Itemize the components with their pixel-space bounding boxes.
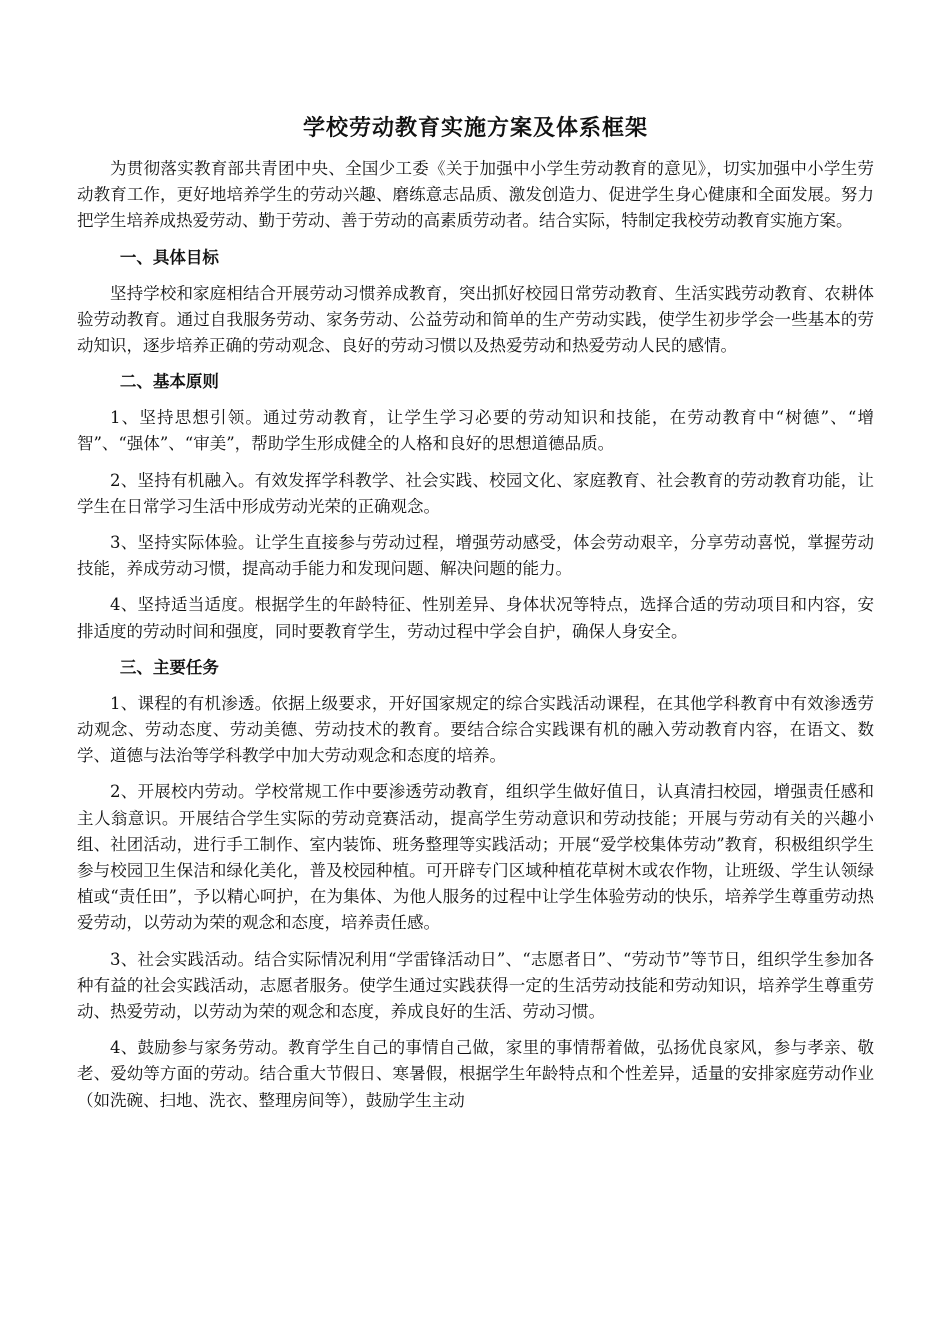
section-heading-principles: 二、基本原则 <box>119 372 219 392</box>
section-heading-tasks: 三、主要任务 <box>119 657 219 677</box>
task-paragraph-1: 1、课程的有机渗透。依据上级要求，开好国家规定的综合实践活动课程，在其他学科教育中有效渗透劳动观念、劳动态度、劳动美德、劳动技术的教育。要结合综合实践课有机的融入劳动教育内容，在语文、数学、道德与法治等学科教学中加大劳动观念和态度的培养。 <box>77 693 874 766</box>
task-paragraph-3: 3、社会实践活动。结合实际情况利用“学雷锋活动日”、“志愿者日”、“劳动节”等节日，组织学生参加各种有益的社会实践活动，志愿者服务。使学生通过实践获得一定的生活劳动技能和劳动知识，培养学生尊重劳动、热爱劳动，以劳动为荣的观念和态度，养成良好的生活、劳动习惯。 <box>77 949 874 1022</box>
goals-paragraph: 坚持学校和家庭相结合开展劳动习惯养成教育，突出抓好校园日常劳动教育、生活实践劳动教育、农耕体验劳动教育。通过自我服务劳动、家务劳动、公益劳动和简单的生产劳动实践，使学生初步学会一些基本的劳动知识，逐步培养正确的劳动观念、良好的劳动习惯以及热爱劳动和热爱劳动人民的感情。 <box>77 283 874 356</box>
intro-paragraph: 为贯彻落实教育部共青团中央、全国少工委《关于加强中小学生劳动教育的意见》，切实加强中小学生劳动教育工作，更好地培养学生的劳动兴趣、磨练意志品质、激发创造力、促进学生身心健康和全面发展。努力把学生培养成热爱劳动、勤于劳动、善于劳动的高素质劳动者。结合实际，特制定我校劳动教育实施方案。 <box>77 159 874 231</box>
document-page <box>77 112 874 1124</box>
principle-paragraph-2: 2、坚持有机融入。有效发挥学科教学、社会实践、校园文化、家庭教育、社会教育的劳动教育功能，让学生在日常学习生活中形成劳动光荣的正确观念。 <box>77 470 874 516</box>
task-paragraph-4: 4、鼓励参与家务劳动。教育学生自己的事情自己做，家里的事情帮着做，弘扬优良家风，参与孝亲、敬老、爱幼等方面的劳动。结合重大节假日、寒暑假，根据学生年龄特点和个性差异，适量的安排家庭劳动作业（如洗碗、扫地、洗衣、整理房间等），鼓励学生主动 <box>77 1038 874 1110</box>
section-heading-goals: 一、具体目标 <box>119 247 219 267</box>
document-title: 学校劳动教育实施方案及体系框架 <box>302 115 648 141</box>
principle-paragraph-1: 1、坚持思想引领。通过劳动教育，让学生学习必要的劳动知识和技能，在劳动教育中“树德”、“增智”、“强体”、“审美”，帮助学生形成健全的人格和良好的思想道德品质。 <box>77 408 874 454</box>
principle-paragraph-3: 3、坚持实际体验。让学生直接参与劳动过程，增强劳动感受，体会劳动艰辛，分享劳动喜悦，掌握劳动技能，养成劳动习惯，提高动手能力和发现问题、解决问题的能力。 <box>77 533 874 579</box>
principle-paragraph-4: 4、坚持适当适度。根据学生的年龄特征、性别差异、身体状况等特点，选择合适的劳动项目和内容，安排适度的劳动时间和强度，同时要教育学生，劳动过程中学会自护，确保人身安全。 <box>77 595 874 641</box>
task-paragraph-2: 2、开展校内劳动。学校常规工作中要渗透劳动教育，组织学生做好值日，认真清扫校园，增强责任感和主人翁意识。开展结合学生实际的劳动竞赛活动，提高学生劳动意识和劳动技能；开展与劳动有关的兴趣小组、社团活动，进行手工制作、室内装饰、班务整理等实践活动；开展“爱学校集体劳动”教育，积极组织学生参与校园卫生保洁和绿化美化，普及校园种植。可开辟专门区域种植花草树木或农作物，让班级、学生认领绿植或“责任田”，予以精心呵护，在为集体、为他人服务的过程中让学生体验劳动的快乐，培养学生尊重劳动热爱劳动，以劳动为荣的观念和态度，培养责任感。 <box>77 782 874 933</box>
